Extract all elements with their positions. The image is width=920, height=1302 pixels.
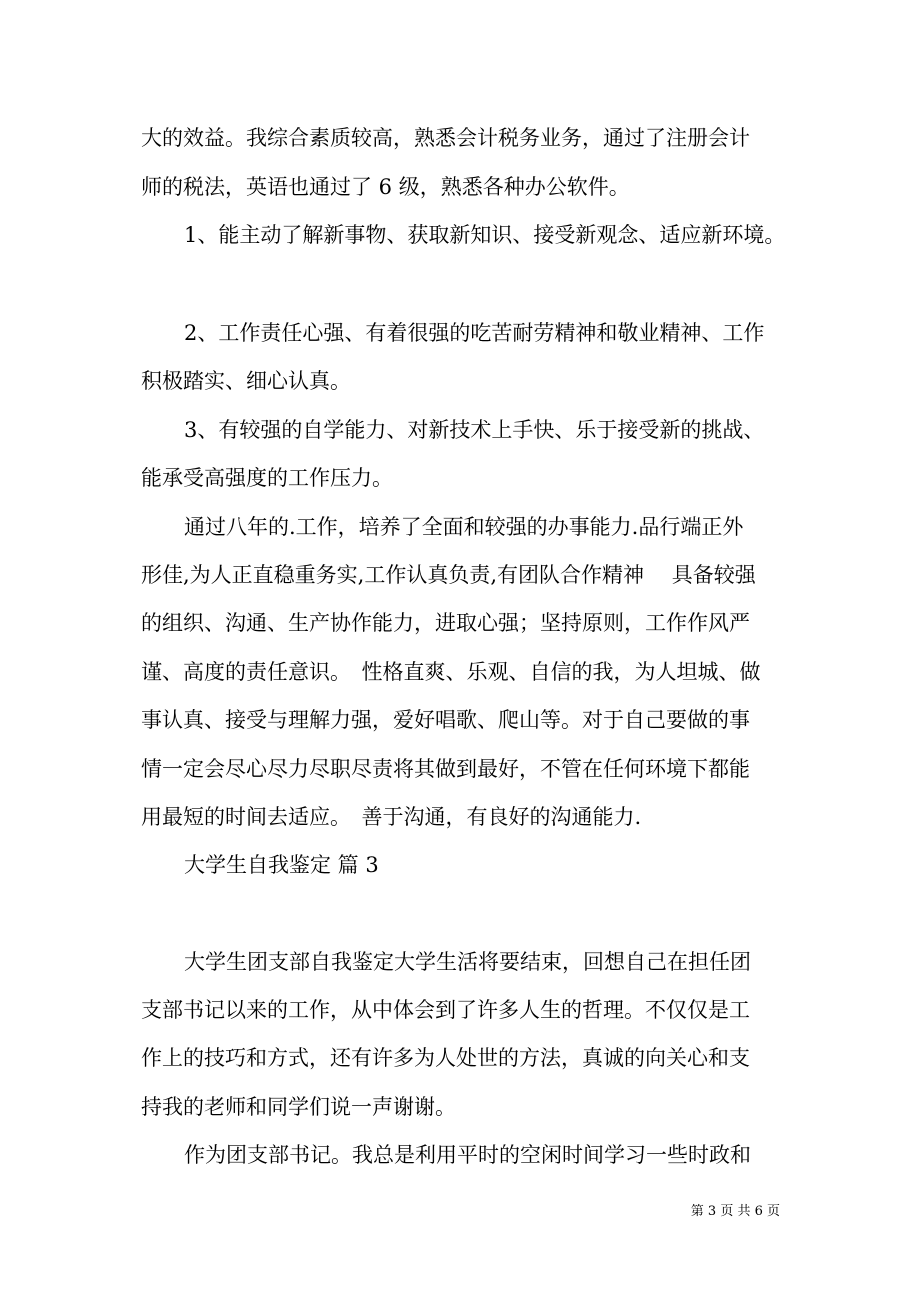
text-line: 1、能主动了解新事物、获取新知识、接受新观念、适应新环境。 bbox=[184, 223, 786, 247]
page-number: 第 3 页 共 6 页 bbox=[690, 1204, 780, 1219]
text-line: 大学生团支部自我鉴定大学生活将要结束，回想自己在担任团 bbox=[184, 950, 751, 974]
text-line: 能承受高强度的工作压力。 bbox=[141, 466, 393, 490]
text-line: 谨、高度的责任意识。 性格直爽、乐观、自信的我，为人坦城、做 bbox=[141, 660, 761, 684]
text-line: 支部书记以来的工作，从中体会到了许多人生的哲理。不仅仅是工 bbox=[141, 998, 750, 1022]
text-line: 2、工作责任心强、有着很强的吃苦耐劳精神和敬业精神、工作 bbox=[184, 321, 765, 345]
text-line: 用最短的时间去适应。 善于沟通，有良好的沟通能力. bbox=[141, 805, 642, 829]
text-line: 的组织、沟通、生产协作能力，进取心强；坚持原则，工作作风严 bbox=[141, 611, 750, 635]
text-line: 作为团支部书记。我总是利用平时的空闲时间学习一些时政和 bbox=[184, 1143, 751, 1167]
text-line: 事认真、接受与理解力强，爱好唱歌、爬山等。对于自己要做的事 bbox=[141, 708, 750, 732]
text-line: 作上的技巧和方式，还有许多为人处世的方法，真诚的向关心和支 bbox=[141, 1046, 750, 1070]
text-line: 3、有较强的自学能力、对新技术上手快、乐于接受新的挑战、 bbox=[184, 418, 765, 442]
text-line: 通过八年的.工作，培养了全面和较强的办事能力.品行端正外 bbox=[184, 515, 744, 539]
text-line: 情一定会尽心尽力尽职尽责将其做到最好，不管在任何环境下都能 bbox=[141, 757, 750, 781]
text-line: 师的税法，英语也通过了 6 级，熟悉各种办公软件。 bbox=[141, 175, 630, 199]
text-line: 大的效益。我综合素质较高，熟悉会计税务业务，通过了注册会计 bbox=[141, 126, 750, 150]
text-line: 积极踏实、细心认真。 bbox=[141, 369, 351, 393]
text-line: 形佳,为人正直稳重务实,工作认真负责,有团队合作精神 具备较强 bbox=[141, 563, 756, 587]
section-heading: 大学生自我鉴定 篇 3 bbox=[184, 853, 379, 877]
text-line: 持我的老师和同学们说一声谢谢。 bbox=[141, 1095, 456, 1119]
